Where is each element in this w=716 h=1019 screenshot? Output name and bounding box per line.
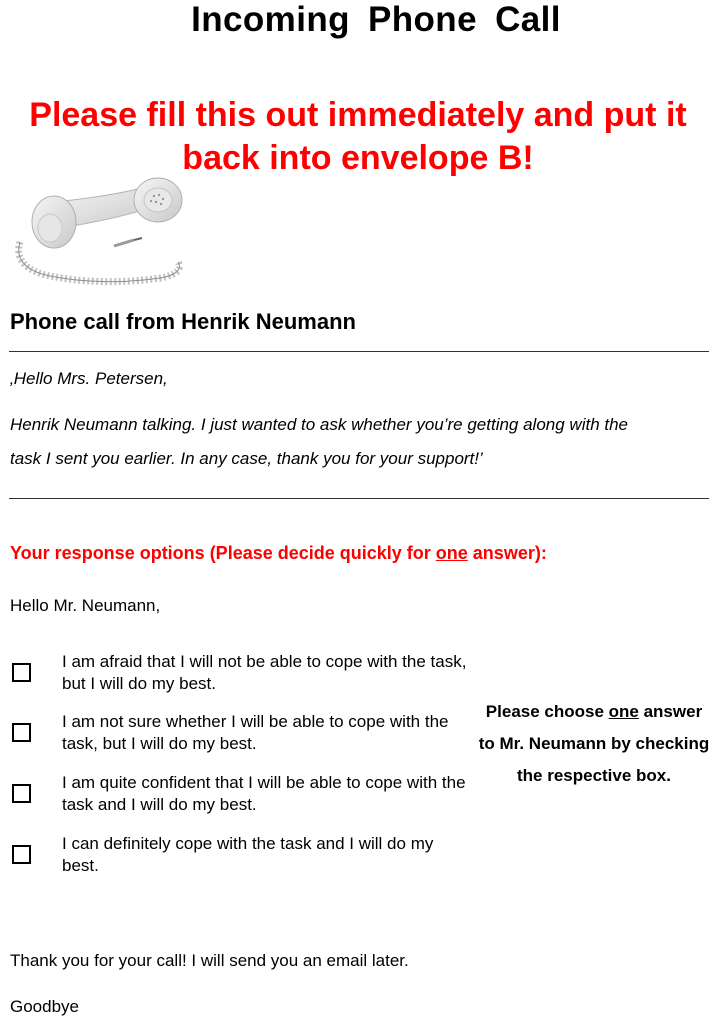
option-label: I can definitely cope with the task and I will do my best. bbox=[62, 834, 434, 875]
telephone-handset-icon bbox=[10, 172, 188, 294]
response-option bbox=[12, 651, 472, 697]
divider bbox=[9, 351, 709, 352]
message-greeting: ‚Hello Mrs. Petersen, bbox=[10, 369, 168, 388]
response-heading-emphasis: one bbox=[435, 543, 468, 563]
message-body-line: Henrik Neumann talking. I just wanted to ask whether you’re getting along with the bbox=[10, 415, 629, 434]
selection-hint bbox=[478, 696, 710, 792]
response-heading-text: Your response options (Please decide quickly for bbox=[10, 543, 436, 563]
closing-thanks: Thank you for your call! I will send you an email later. bbox=[10, 951, 409, 970]
page-title: Incoming Phone Call bbox=[191, 0, 561, 39]
option-checkbox[interactable] bbox=[12, 663, 31, 682]
divider bbox=[9, 498, 709, 499]
hint-emphasis: one bbox=[608, 702, 639, 721]
hint-text: answer to Mr. Neumann by checking the respective box. bbox=[478, 702, 710, 785]
message-body-line: task I sent you earlier. In any case, thank you for your support!’ bbox=[10, 449, 483, 468]
response-heading-text: answer): bbox=[467, 543, 547, 563]
urgent-instruction: Please fill this out immediately and put it back into envelope B! bbox=[29, 96, 687, 177]
option-label: I am quite confident that I will be able to cope with the task and I will do my best. bbox=[62, 773, 466, 814]
response-greeting: Hello Mr. Neumann, bbox=[10, 596, 161, 615]
option-checkbox[interactable] bbox=[12, 784, 31, 803]
option-label: I am afraid that I will not be able to cope with the task, but I will do my best. bbox=[62, 652, 467, 693]
closing-goodbye: Goodbye bbox=[10, 997, 79, 1016]
caller-heading: Phone call from Henrik Neumann bbox=[10, 309, 356, 334]
hint-text: Please choose bbox=[485, 702, 609, 721]
option-label: I am not sure whether I will be able to cope with the task, but I will do my best. bbox=[62, 712, 449, 753]
response-option bbox=[12, 772, 472, 818]
response-option bbox=[12, 833, 472, 879]
option-checkbox[interactable] bbox=[12, 845, 31, 864]
response-options-heading bbox=[10, 542, 547, 564]
response-option bbox=[12, 711, 472, 757]
option-checkbox[interactable] bbox=[12, 723, 31, 742]
